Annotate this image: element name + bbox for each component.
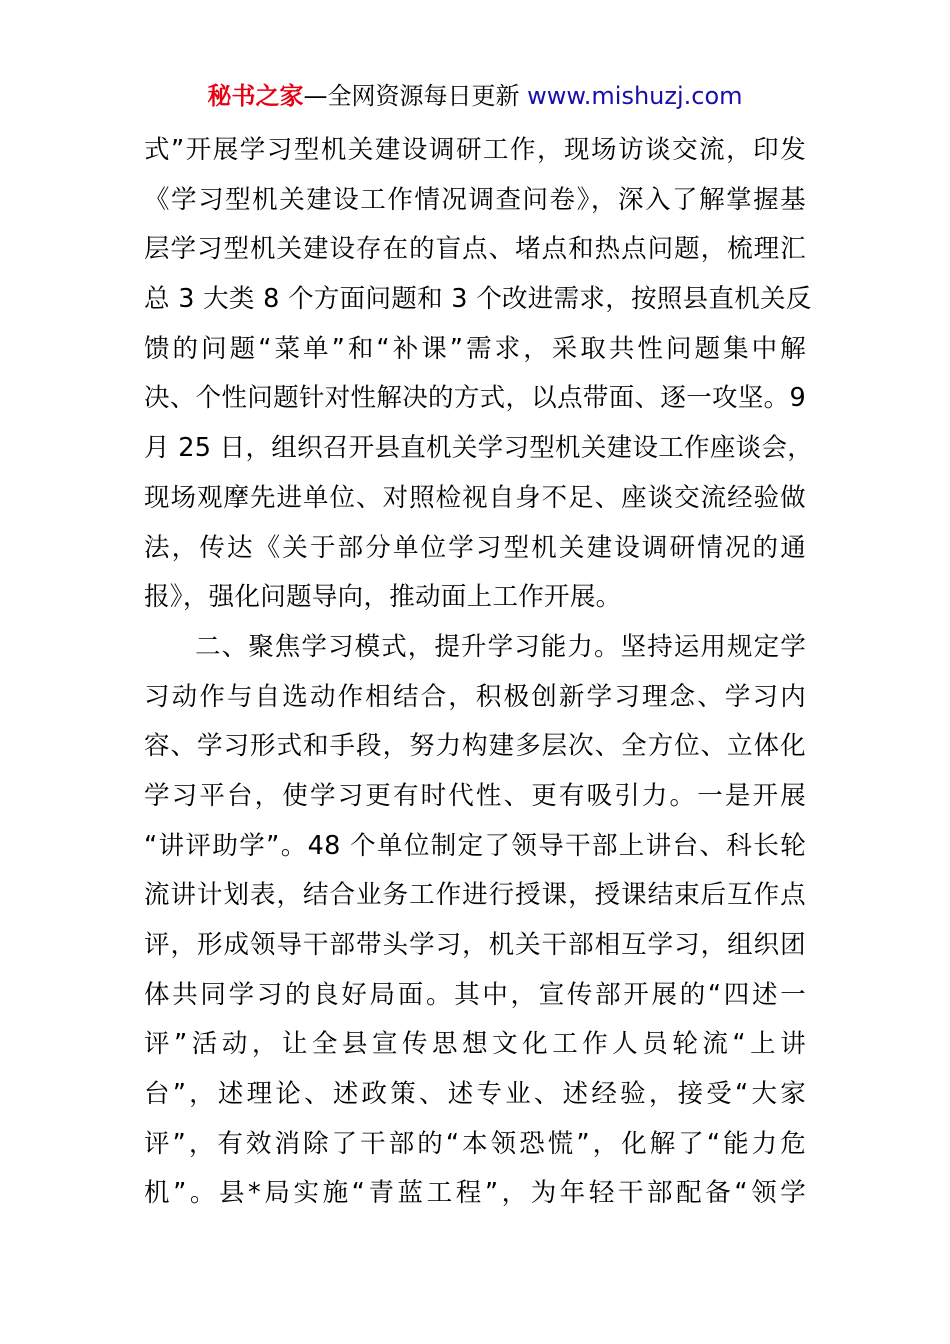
text-line: 总 3 大类 8 个方面问题和 3 个改进需求，按照县直机关反 [144,284,812,315]
text-line: 台”，述理论、述政策、述专业、述经验，接受“大家 [144,1079,806,1110]
text-line: 馈的问题“菜单”和“补课”需求，采取共性问题集中解 [144,333,806,364]
paragraph-end-line: 报》，强化问题导向，推动面上工作开展。 [144,582,622,613]
document-body [144,126,814,1219]
text-line: 评，形成领导干部带头学习，机关干部相互学习，组织团 [144,930,806,960]
brand-name: 秘书之家 [207,82,304,110]
text-line: 层学习型机关建设存在的盲点、堵点和热点问题，梳理汇 [144,234,806,265]
text-line: 现场观摩先进单位、对照检视自身不足、座谈交流经验做 [144,482,806,513]
text-line: 容、学习形式和手段，努力构建多层次、全方位、立体化 [144,731,806,762]
text-line: 评”活动，让全县宣传思想文化工作人员轮流“上讲 [144,1029,806,1060]
text-line: 决、个性问题针对性解决的方式，以点带面、逐一攻坚。9 [144,383,806,414]
text-line: 体共同学习的良好局面。其中，宣传部开展的“四述一 [144,979,806,1010]
text-line: 《学习型机关建设工作情况调查问卷》，深入了解掌握基 [144,184,806,215]
text-line: 法，传达《关于部分单位学习型机关建设调研情况的通 [144,532,806,563]
header-tagline: —全网资源每日更新 [303,82,520,110]
text-line: “讲评助学”。48 个单位制定了领导干部上讲台、科长轮 [144,830,806,861]
text-line: 评”，有效消除了干部的“本领恐慌”，化解了“能力危 [144,1128,806,1159]
text-line: 流讲计划表，结合业务工作进行授课，授课结束后互作点 [144,880,806,911]
text-line: 月 25 日，组织召开县直机关学习型机关建设工作座谈会， [144,433,814,464]
section-heading-line: 二、聚焦学习模式，提升学习能力。坚持运用规定学 [195,631,806,662]
site-url-link[interactable]: www.mishuzj.com [527,82,743,110]
text-line: 式”开展学习型机关建设调研工作，现场访谈交流，印发 [144,135,806,165]
page-header [0,80,950,112]
text-line: 学习平台，使学习更有时代性、更有吸引力。一是开展 [144,780,806,811]
text-line: 机”。县*局实施“青蓝工程”，为年轻干部配备“领学 [144,1178,806,1209]
text-line: 习动作与自选动作相结合，积极创新学习理念、学习内 [144,681,806,712]
